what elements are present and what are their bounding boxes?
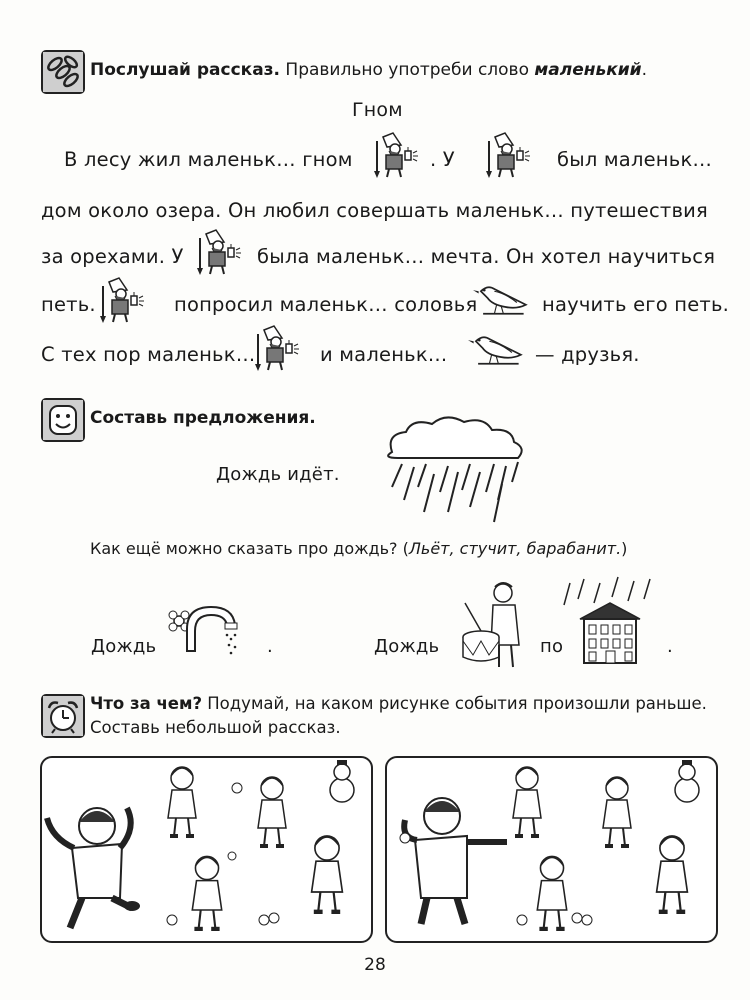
rain-dot-1: . [267, 636, 273, 657]
rain-question-text: Как ещё можно сказать про дождь? ( [90, 539, 409, 558]
story-line4-b: попросил маленьк… соловья [174, 293, 478, 316]
rain-question-italic: Льёт, стучит, барабанит. [408, 539, 622, 558]
story-line1-b: . У [430, 148, 455, 171]
rain-word-1: Дождь [91, 636, 157, 657]
rain-word-2: Дождь [374, 636, 440, 657]
task1-title [90, 60, 647, 80]
task1-title-rest: Правильно употреби слово [280, 60, 535, 80]
nightingale-picture [470, 280, 530, 316]
rain-question-end: ) [621, 539, 628, 558]
gnome-picture [194, 228, 242, 278]
house-in-rain-picture [560, 575, 660, 670]
story-title: Гном [352, 99, 403, 121]
story-line5-a: С тех пор маленьк… [41, 343, 256, 366]
nightingale-picture [465, 330, 525, 366]
story-line5-b: и маленьк… [320, 343, 448, 366]
story-line3-b: была маленьк… мечта. Он хотел научиться [257, 245, 716, 268]
smiley-face-icon [41, 398, 85, 442]
story-line3-a: за орехами. У [41, 245, 184, 268]
story-line1-c: был маленьк… [557, 148, 713, 171]
picture-frame-1 [40, 756, 373, 943]
picture-frame-2 [385, 756, 718, 943]
task1-title-italic: маленький [534, 60, 642, 80]
snowball-scene-2 [387, 758, 716, 941]
rain-word-3: по [540, 636, 564, 657]
rain-sentence: Дождь идёт. [216, 464, 340, 485]
task1-title-bold: Послушай рассказ. [90, 60, 281, 80]
story-line2: дом около озера. Он любил совершать маленьк… путешествия [41, 199, 708, 222]
drummer-boy-picture [455, 575, 530, 670]
task3-title-bold: Что за чем? [90, 694, 203, 713]
rain-question [90, 539, 627, 558]
page-number: 28 [364, 955, 386, 975]
task2-title-bold: Составь предложения. [90, 408, 316, 428]
story-line4-a: петь. [41, 293, 96, 316]
task3-title-rest: Подумай, на каком рисунке события произошли раньше. [202, 694, 707, 713]
task1-title-end: . [641, 60, 648, 80]
gnome-picture [371, 131, 419, 181]
task3-title [90, 694, 707, 713]
alarm-clock-icon [41, 694, 85, 738]
gnome-picture [252, 324, 300, 374]
task3-title-line2: Составь небольшой рассказ. [90, 718, 341, 737]
task2-title [90, 408, 316, 428]
rain-dot-2: . [667, 636, 673, 657]
story-line4-c: научить его петь. [542, 293, 730, 316]
story-line1-a: В лесу жил маленьк… гном [64, 148, 353, 171]
story-line5-c: — друзья. [535, 343, 640, 366]
faucet-picture [165, 595, 245, 660]
gnome-picture [483, 131, 531, 181]
gnome-picture [97, 276, 145, 326]
rain-cloud-picture [362, 412, 532, 527]
snowball-scene-1 [42, 758, 371, 941]
chain-links-icon [41, 50, 85, 94]
